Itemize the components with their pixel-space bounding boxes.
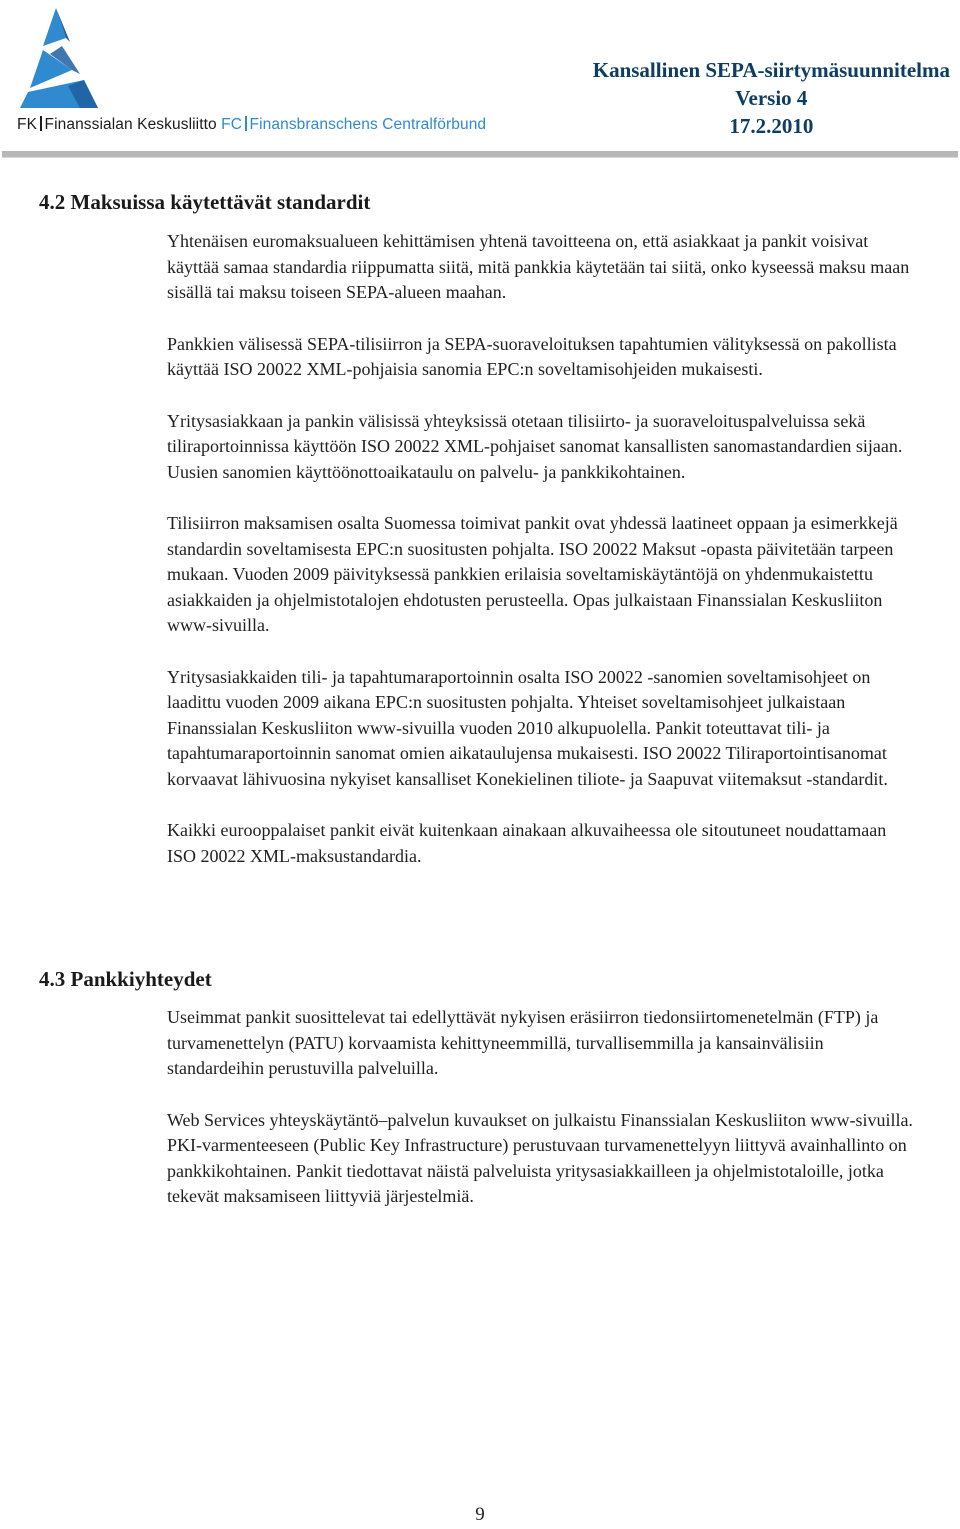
finanssialan-keskusliitto-logo-icon [10, 6, 106, 110]
org-fc-name: Finansbranschens Centralförbund [249, 116, 487, 133]
paragraph: Web Services yhteyskäytäntö–palvelun kuvaukset on julkaistu Finanssialan Keskusliiton www-sivuilla. PKI-varmenteeseen (Public Key Infrastructure) perustuvaan turvamenettelyyn liittyvä avainhallinto on pankkikohtainen. Pankit tiedottavat näistä palveluista yritysasiakkailleen ja ohjelmistotaloille, jotka tekevät maksamiseen liittyviä järjestelmiä. [167, 1109, 913, 1206]
org-fc-abbr: FC [221, 116, 243, 133]
paragraph: Yritysasiakkaiden tili- ja tapahtumaraportoinnin osalta ISO 20022 -sanomien soveltamisohjeet on laadittu vuoden 2009 aikana EPC:n suositusten pohjalta. Yhteiset soveltamisohjeet julkaistaan Finanssialan Keskusliiton www-sivuilla vuoden 2010 alkupuolella. Pankit toteuttavat tili- ja tapahtumaraportoinnin sanomat omien aikataulujensa mukaisesti. ISO 20022 Tiliraportointisanomat korvaavat lähivuosina nykyiset kansalliset Konekielinen tiliote- ja Saapuvat viitemaksut -standardit. [167, 666, 888, 789]
org-fk-name: Finanssialan Keskusliitto [44, 116, 217, 133]
document-date: 17.2.2010 [729, 114, 814, 138]
document-header [593, 56, 950, 140]
header-divider [2, 151, 958, 158]
paragraph: Kaikki eurooppalaiset pankit eivät kuitenkaan ainakaan alkuvaiheessa ole sitoutuneet noudattamaan ISO 20022 XML-maksustandardia. [167, 820, 887, 866]
paragraph: Yhtenäisen euromaksualueen kehittämisen yhtenä tavoitteena on, että asiakkaat ja pankit voisivat käyttää samaa standardia riippumatta siitä, mitä pankkia käytetään tai siitä, onko kyseessä maksu maan sisällä tai maksu toiseen SEPA-alueen maahan. [167, 231, 910, 302]
org-fk-abbr: FK [17, 116, 38, 133]
organization-name-line [17, 116, 486, 134]
document-title: Kansallinen SEPA-siirtymäsuunnitelma [592, 58, 950, 82]
page-number: 9 [475, 1504, 485, 1525]
section-4-2-body [167, 229, 919, 895]
paragraph: Pankkien välisessä SEPA-tilisiirron ja SEPA-suoraveloituksen tapahtumien välityksessä on pakollista käyttää ISO 20022 XML-pohjaisia sanomia EPC:n soveltamisohjeiden mukaisesti. [167, 333, 897, 379]
paragraph: Tilisiirron maksamisen osalta Suomessa toimivat pankit ovat yhdessä laatineet oppaan ja esimerkkejä standardin soveltamisesta EPC:n suositusten pohjalta. ISO 20022 Maksut -opasta päivitetään tarpeen mukaan. Vuoden 2009 päivityksessä pankkien erilaisia soveltamiskäytäntöjä on yhdenmukaistettu asiakkaiden ja ohjelmistotalojen ehdotusten perusteella. Opas julkaistaan Finanssialan Keskusliiton www-sivuilla. [167, 513, 898, 635]
document-version: Versio 4 [735, 86, 808, 110]
paragraph: Yritysasiakkaan ja pankin välisissä yhteyksissä otetaan tilisiirto- ja suoraveloituspalveluissa sekä tiliraportoinnissa käyttöön ISO 20022 XML-pohjaiset sanomat kansallisten sanomastandardien sijaan. Uusien sanomien käyttöönottoaikataulu on palvelu- ja pankkikohtainen. [167, 410, 903, 482]
section-heading-4-3: 4.3 Pankkiyhteydet [39, 967, 212, 991]
paragraph: Useimmat pankit suosittelevat tai edellyttävät nykyisen eräsiirron tiedonsiirtomenetelmän (FTP) ja turvamenettelyn (PATU) korvaamista kehittyneemmillä, turvallisemmilla ja kansainvälisiin standardeihin perustuvilla palveluilla. [167, 1007, 879, 1078]
section-4-3-body [167, 1005, 919, 1236]
section-heading-4-2: 4.2 Maksuissa käytettävät standardit [39, 190, 371, 214]
